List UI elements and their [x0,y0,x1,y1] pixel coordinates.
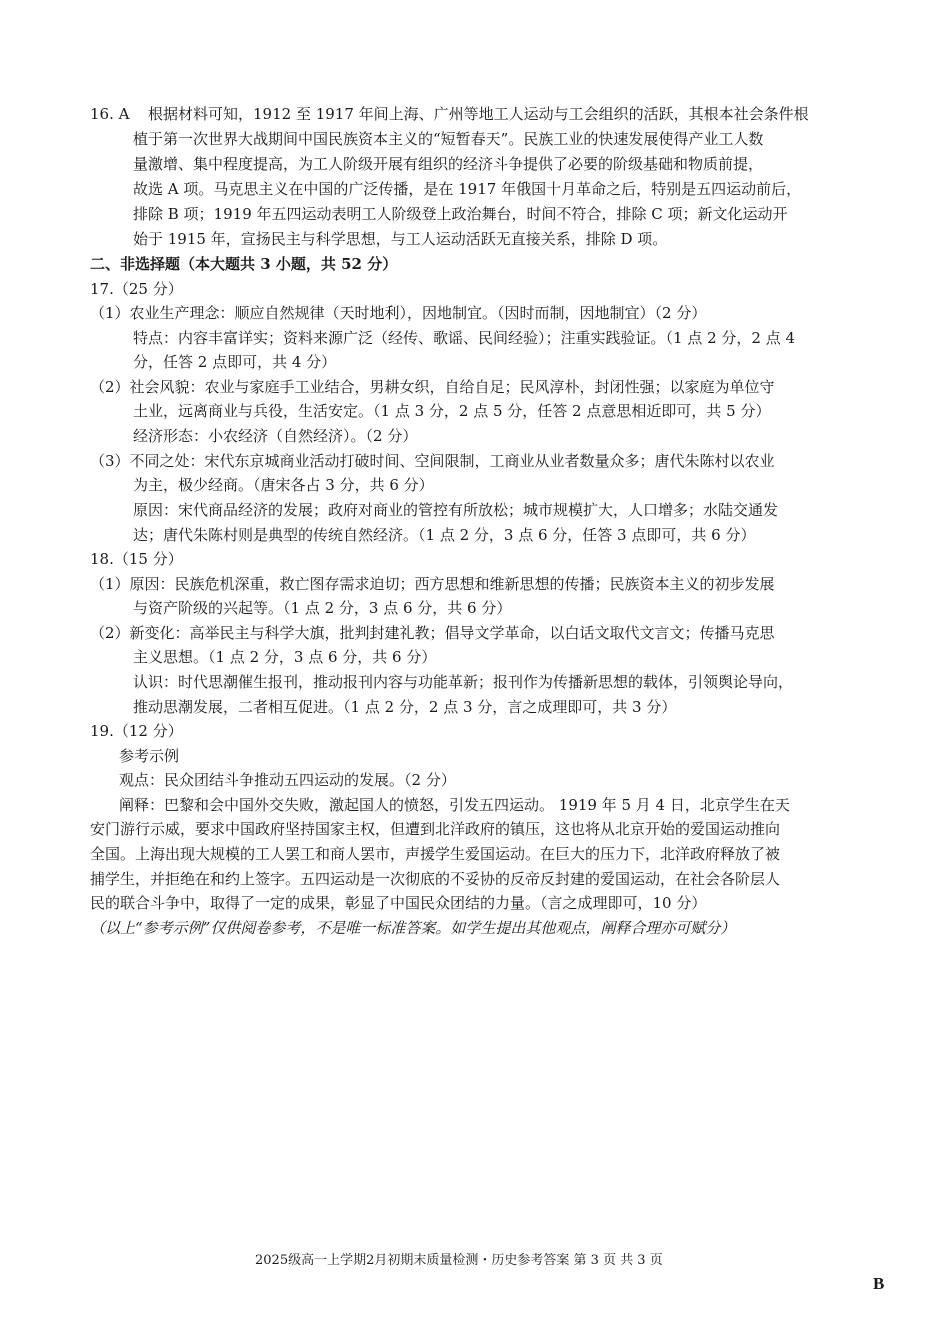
section-heading: 二、非选择题（本大题共 3 小题，共 52 分） [90,255,398,273]
page-footer: 2025级高一上学期2月初期末质量检测・历史参考答案 第 3 页 共 3 页 [255,1253,663,1268]
q17-line-1: （1）农业生产理念：顺应自然规律（天时地利），因地制宜。（因时而制，因地制宜）（2 分） [90,304,707,322]
q17-line-7: （3）不同之处：宋代东京城商业活动打破时间、空间限制，工商业从业者数量众多；唐代朱陈村以农业 [90,452,775,470]
q18-label: 18.（15 分） [90,550,183,568]
q18-line-6: 推动思潮发展，二者相互促进。（1 点 2 分，2 点 3 分，言之成理即可，共 3 分） [133,698,677,716]
q17-label: 17.（25 分） [90,280,183,298]
q18-line-4: 主义思想。（1 点 2 分，3 点 6 分，共 6 分） [133,648,437,666]
q19-label: 19.（12 分） [90,722,183,740]
q19-note: （以上“参考示例”仅供阅卷参考，不是唯一标准答案。如学生提出其他观点，阐释合理亦可赋分） [90,919,736,937]
q18-line-5: 认识：时代思潮催生报刊，推动报刊内容与功能革新；报刊作为传播新思想的载体，引领舆论导向， [133,673,794,691]
q16-line-1: 根据材料可知，1912 至 1917 年间上海、广州等地工人运动与工会组织的活跃，其根本社会条件根 [148,105,809,123]
q17-line-9: 原因：宋代商品经济的发展；政府对商业的管控有所放松；城市规模扩大，人口增多；水陆交通发 [133,501,779,519]
q19-line-6: 捕学生，并拒绝在和约上签字。五四运动是一次彻底的不妥协的反帝反封建的爱国运动，在社会各阶层人 [90,870,781,888]
q16-line-4: 故选 A 项。马克思主义在中国的广泛传播，是在 1917 年俄国十月革命之后，特别是五四运动前后， [133,180,802,198]
q16-line-6: 始于 1915 年，宣扬民主与科学思想，与工人运动活跃无直接关系，排除 D 项。 [133,230,668,248]
q17-line-3: 分，任答 2 点即可，共 4 分） [133,353,337,371]
q17-line-4: （2）社会风貌：农业与家庭手工业结合，男耕女织，自给自足；民风淳朴，封闭性强；以家庭为单位守 [90,378,775,396]
q19-line-5: 全国。上海出现大规模的工人罢工和商人罢市，声援学生爱国运动。在巨大的压力下，北洋政府释放了被 [90,845,781,863]
q19-line-3: 阐释：巴黎和会中国外交失败，激起国人的愤怒，引发五四运动。 1919 年 5 月 4 日，北京学生在天 [119,796,790,814]
q16-line-3: 量激增、集中程度提高，为工人阶级开展有组织的经济斗争提供了必要的阶级基础和物质前提， [133,155,764,173]
q17-line-10: 达；唐代朱陈村则是典型的传统自然经济。（1 点 2 分，3 点 6 分，任答 3 点即可，共 6 分） [133,526,756,544]
q17-line-6: 经济形态：小农经济（自然经济）。（2 分） [133,427,418,445]
q17-line-2: 特点：内容丰富详实；资料来源广泛（经传、歌谣、民间经验）；注重实践验证。（1 点 2 分，2 点 4 [133,329,796,347]
q19-line-4: 安门游行示威，要求中国政府坚持国家主权，但遭到北洋政府的镇压，这也将从北京开始的爱国运动推向 [90,820,781,838]
q16-label: 16. A [90,105,130,123]
q18-line-1: （1）原因：民族危机深重，救亡图存需求迫切；西方思想和维新思想的传播；民族资本主义的初步发展 [90,575,775,593]
q19-line-1: 参考示例 [119,747,180,765]
corner-letter: B [873,1274,885,1293]
q17-line-5: 土业，远离商业与兵役，生活安定。（1 点 3 分，2 点 5 分，任答 2 点意思相近即可，共 5 分） [133,402,771,420]
q19-line-7: 民的联合斗争中，取得了一定的成果，彰显了中国民众团结的力量。（言之成理即可，10 分） [90,894,707,912]
q16-line-5: 排除 B 项；1919 年五四运动表明工人阶级登上政治舞台，时间不符合，排除 C 项；新文化运动开 [133,205,788,223]
q18-line-2: 与资产阶级的兴起等。（1 点 2 分，3 点 6 分，共 6 分） [133,599,512,617]
q17-line-8: 为主，极少经商。（唐宋各占 3 分，共 6 分） [133,476,434,494]
q18-line-3: （2）新变化：高举民主与科学大旗，批判封建礼教；倡导文学革命，以白话文取代文言文；传播马克思 [90,624,775,642]
q16-line-2: 植于第一次世界大战期间中国民族资本主义的“短暂春天”。民族工业的快速发展使得产业工人数 [133,130,764,148]
q19-line-2: 观点：民众团结斗争推动五四运动的发展。（2 分） [119,771,456,789]
